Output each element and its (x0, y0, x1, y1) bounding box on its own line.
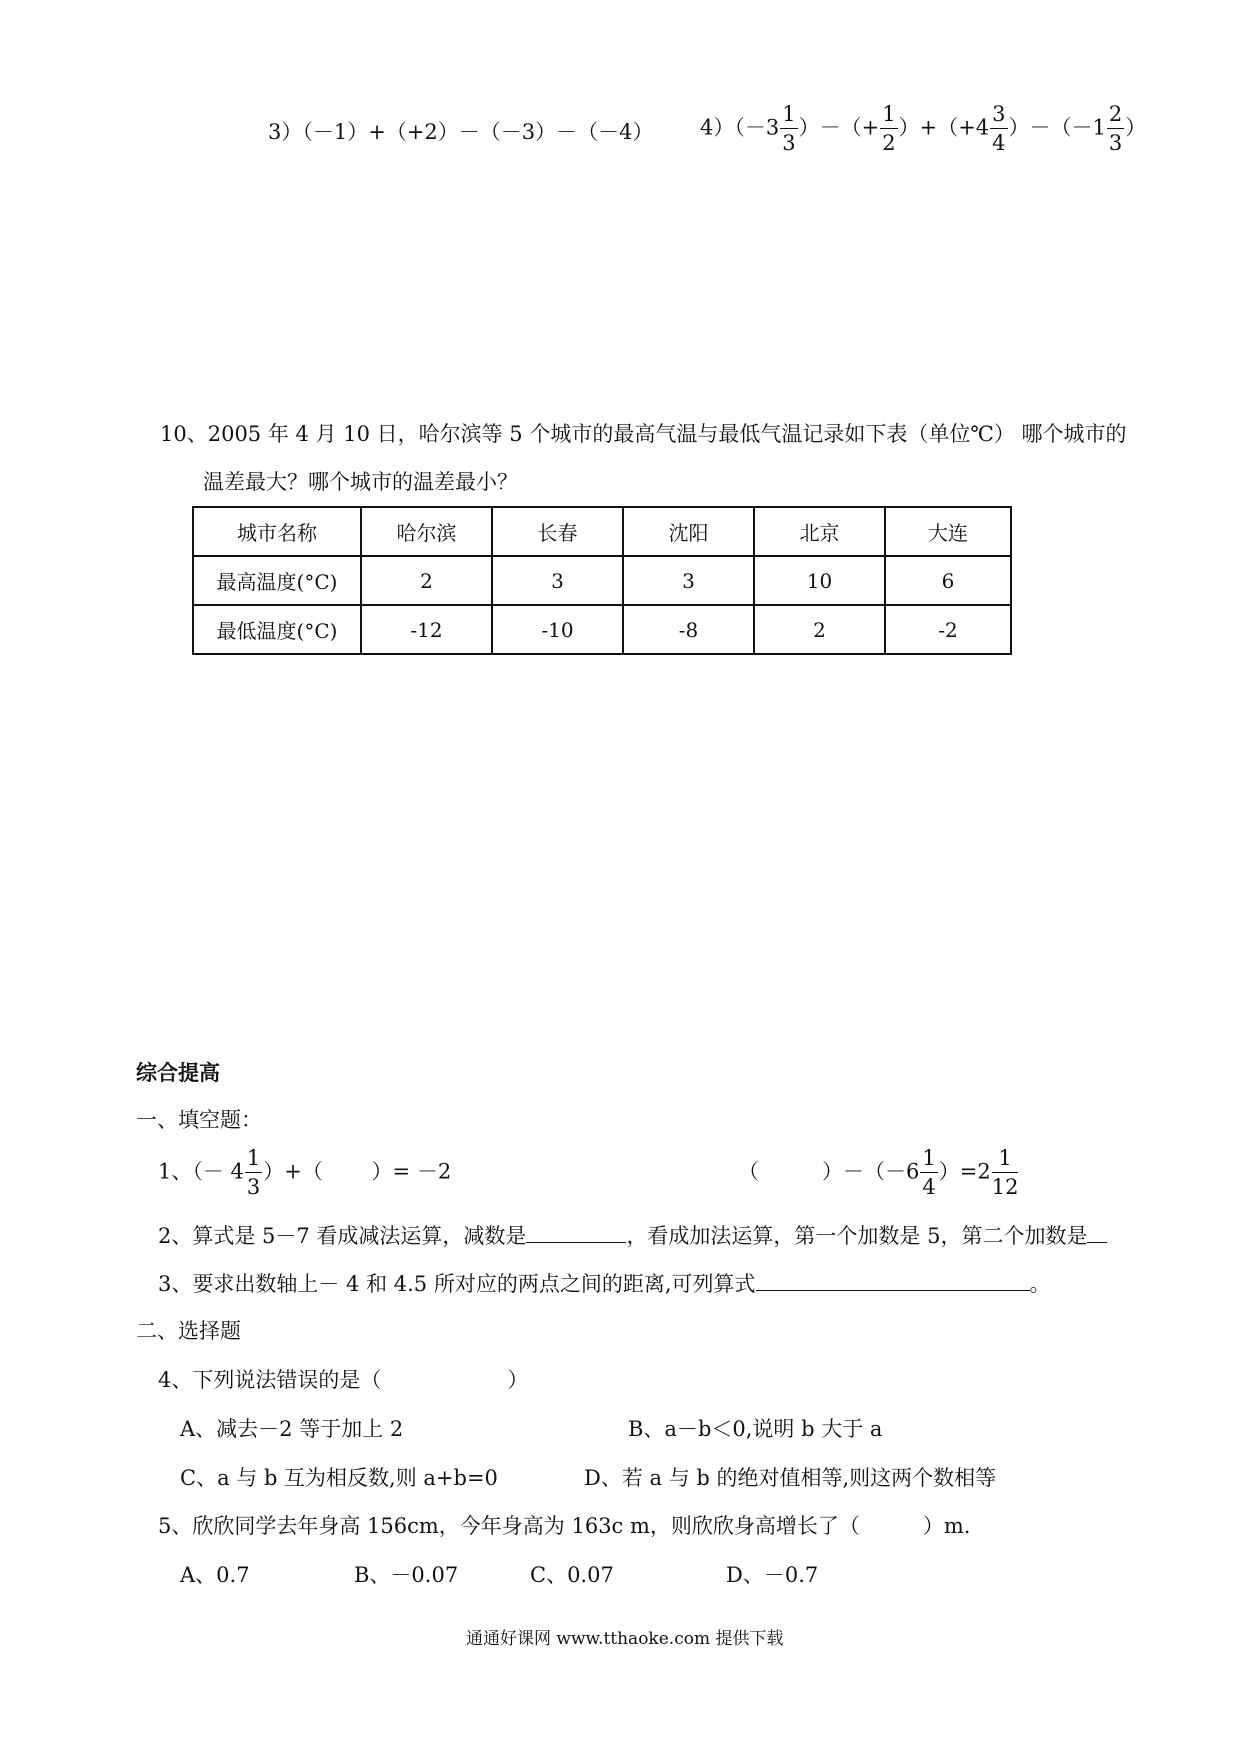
table-header-cell: 长春 (492, 507, 623, 556)
question-3 (158, 1272, 1051, 1295)
fraction (880, 104, 897, 154)
question-1b (738, 1148, 1019, 1198)
fraction-denominator: 4 (922, 1175, 936, 1199)
exercise-4-part: ）－（+ (798, 115, 880, 140)
question-3-text: 3、要求出数轴上－ 4 和 4.5 所对应的两点之间的距离,可列算式 (158, 1272, 756, 1296)
fraction (990, 104, 1007, 154)
fraction-numerator: 1 (780, 104, 797, 129)
table-row (193, 605, 1011, 654)
question-1b-mid: ）=2 (938, 1159, 991, 1184)
exercise-3-expression: （－1）+（+2）－（－3）－（－4） (302, 120, 654, 144)
table-cell: 2 (361, 556, 492, 605)
question-5-option-c: C、0.07 (530, 1563, 614, 1587)
exercise-3 (268, 122, 654, 143)
fraction-numerator: 1 (920, 1148, 937, 1173)
table-header-cell: 沈阳 (623, 507, 754, 556)
question-4-option-b: B、a－b＜0,说明 b 大于 a (628, 1417, 883, 1441)
fraction (780, 104, 797, 154)
table-header-row (193, 507, 1011, 556)
table-row (193, 556, 1011, 605)
fraction (920, 1148, 937, 1198)
table-cell: 3 (492, 556, 623, 605)
exercise-4-part: ） (1125, 115, 1147, 140)
table-cell: 6 (885, 556, 1011, 605)
fraction-denominator: 3 (782, 131, 796, 155)
exercise-4 (700, 104, 1146, 154)
question-4-stem: 4、下列说法错误的是（ ） (158, 1368, 529, 1392)
table-cell: 2 (754, 605, 885, 654)
exercise-4-part: ）－（－1 (1008, 115, 1106, 140)
question-2-text: 2、算式是 5－7 看成减法运算，减数是 (158, 1224, 527, 1248)
fraction-numerator: 1 (245, 1148, 262, 1173)
page-footer: 通通好课网 www.tthaoke.com 提供下载 (466, 1629, 784, 1649)
fraction-numerator: 1 (880, 104, 897, 129)
part-1-heading: 一、填空题： (136, 1108, 262, 1132)
temperature-table (192, 506, 1012, 655)
fraction (992, 1148, 1019, 1198)
question-4-option-c: C、a 与 b 互为相反数,则 a+b=0 (180, 1466, 498, 1490)
table-cell: -2 (885, 605, 1011, 654)
fraction-numerator: 3 (990, 104, 1007, 129)
answer-blank[interactable] (526, 1224, 626, 1243)
table-cell: -12 (361, 605, 492, 654)
fraction-denominator: 3 (246, 1175, 261, 1199)
question-5-option-a: A、0.7 (180, 1563, 250, 1587)
question-4-option-a: A、减去－2 等于加上 2 (180, 1417, 404, 1441)
question-10-line2: 温差最大？哪个城市的温差最小？ (203, 470, 518, 494)
question-5-option-b: B、－0.07 (354, 1563, 459, 1587)
fraction-denominator: 2 (882, 131, 896, 155)
exercise-4-part: （－3 (734, 115, 780, 140)
fraction (1107, 104, 1124, 154)
table-header-cell: 大连 (885, 507, 1011, 556)
table-cell: -8 (623, 605, 754, 654)
question-2-text: ，看成加法运算，第一个加数是 5，第二个加数是 (626, 1224, 1088, 1248)
table-header-cell: 哈尔滨 (361, 507, 492, 556)
section-title: 综合提高 (136, 1060, 220, 1085)
answer-blank[interactable] (1087, 1224, 1107, 1243)
fraction-denominator: 12 (991, 1175, 1019, 1199)
question-3-text: 。 (1029, 1272, 1051, 1296)
table-cell: 3 (623, 556, 754, 605)
fraction-denominator: 3 (1108, 131, 1123, 155)
answer-blank[interactable] (756, 1272, 1030, 1291)
fraction-numerator: 1 (992, 1148, 1019, 1173)
question-5-stem: 5、欣欣同学去年身高 156cm，今年身高为 163c m，则欣欣身高增长了（ ）m. (158, 1514, 971, 1538)
fraction-numerator: 2 (1107, 104, 1124, 129)
question-5-option-d: D、－0.7 (726, 1563, 819, 1587)
fraction (245, 1148, 262, 1198)
table-cell: 10 (754, 556, 885, 605)
question-2 (158, 1224, 1107, 1247)
question-1a (158, 1148, 451, 1198)
table-cell: -10 (492, 605, 623, 654)
question-1a-suffix: ）+（ ）= －2 (263, 1159, 452, 1184)
question-4-option-d: D、若 a 与 b 的绝对值相等,则这两个数相等 (584, 1466, 997, 1490)
exercise-4-part: ）+（+4 (898, 115, 990, 140)
table-header-cell: 城市名称 (193, 507, 361, 556)
question-10-line1: 10、2005 年 4 月 10 日，哈尔滨等 5 个城市的最高气温与最低气温记录如下表（单位℃） 哪个城市的 (160, 422, 1127, 446)
exercise-4-label: 4） (700, 115, 735, 140)
part-2-heading: 二、选择题 (136, 1319, 241, 1343)
question-1b-prefix: （ ）－（－6 (738, 1159, 920, 1184)
table-cell: 最高温度(°C) (193, 556, 361, 605)
table-header-cell: 北京 (754, 507, 885, 556)
question-1a-prefix: 1、（－ 4 (158, 1159, 244, 1184)
exercise-3-label: 3） (268, 120, 303, 144)
table-cell: 最低温度(°C) (193, 605, 361, 654)
fraction-denominator: 4 (992, 131, 1006, 155)
